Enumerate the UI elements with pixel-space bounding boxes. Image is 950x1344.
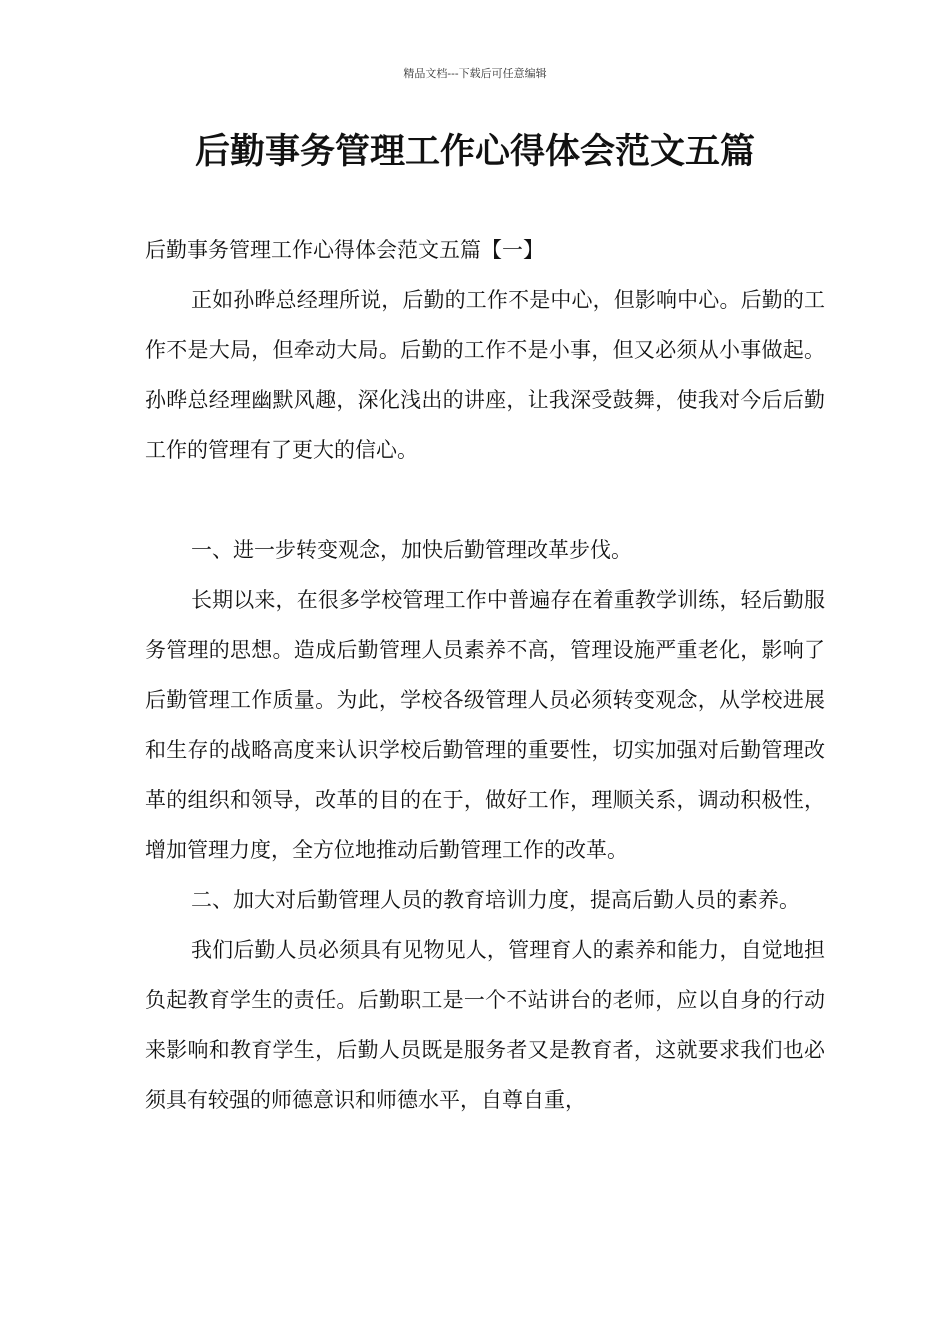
paragraph-3: 长期以来，在很多学校管理工作中普遍存在着重教学训练，轻后勤服务管理的思想。造成后勤管理人员素养不高，管理设施严重老化，影响了后勤管理工作质量。为此，学校各级管理人员必须转变观念，从学校进展和生存的战略高度来认识学校后勤管理的重要性，切实加强对后勤管理改革的组织和领导，改革的目的在于，做好工作，理顺关系，调动积极性，增加管理力度，全方位地推动后勤管理工作的改革。 [145, 588, 825, 862]
paragraph-4: 二、加大对后勤管理人员的教育培训力度，提高后勤人员的素养。 [191, 888, 800, 912]
section-heading: 后勤事务管理工作心得体会范文五篇【一】 [145, 238, 544, 262]
document-body [145, 225, 825, 1125]
header-note: 精品文档---下载后可任意编辑 [403, 67, 547, 80]
paragraph-5: 我们后勤人员必须具有见物见人，管理育人的素养和能力，自觉地担负起教育学生的责任。后勤职工是一个不站讲台的老师，应以自身的行动来影响和教育学生，后勤人员既是服务者又是教育者，这就要求我们也必须具有较强的师德意识和师德水平，自尊自重， [145, 938, 825, 1112]
document-title: 后勤事务管理工作心得体会范文五篇 [194, 131, 755, 172]
paragraph-1: 正如孙晔总经理所说，后勤的工作不是中心，但影响中心。后勤的工作不是大局，但牵动大局。后勤的工作不是小事，但又必须从小事做起。孙晔总经理幽默风趣，深化浅出的讲座，让我深受鼓舞，使我对今后后勤工作的管理有了更大的信心。 [145, 288, 825, 462]
paragraph-spacer [145, 475, 825, 525]
paragraph-2: 一、进一步转变观念，加快后勤管理改革步伐。 [191, 538, 632, 562]
